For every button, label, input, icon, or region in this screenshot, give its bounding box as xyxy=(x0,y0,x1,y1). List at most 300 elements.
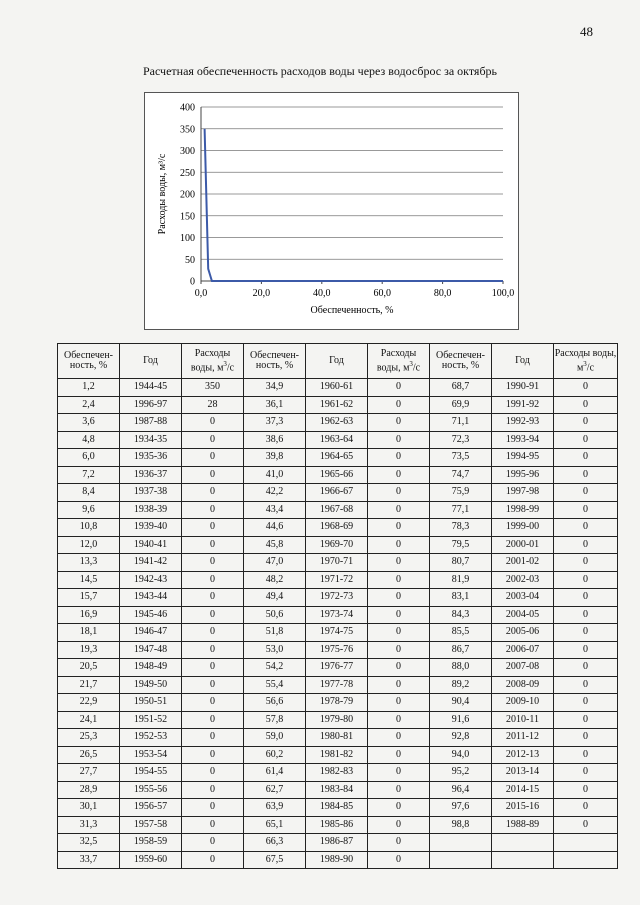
table-cell: 1983-84 xyxy=(306,781,368,799)
table-cell: 2012-13 xyxy=(492,746,554,764)
chart-frame xyxy=(144,92,519,330)
table-cell: 0 xyxy=(368,659,430,677)
table-cell: 42,2 xyxy=(244,484,306,502)
column-header: Расходы воды, $м^3/с$ xyxy=(182,344,244,379)
y-tick-label: 50 xyxy=(185,254,195,266)
table-row xyxy=(58,851,618,869)
table-cell: 1963-64 xyxy=(306,431,368,449)
table-cell: 1934-35 xyxy=(120,431,182,449)
table-row xyxy=(58,571,618,589)
flow-table xyxy=(57,343,618,869)
table-cell: 0 xyxy=(368,449,430,467)
table-cell: 0 xyxy=(368,606,430,624)
table-cell: 20,5 xyxy=(58,659,120,677)
table-cell: 1944-45 xyxy=(120,379,182,397)
table-cell: 0 xyxy=(554,536,618,554)
column-header: Обеспечен-ность, % xyxy=(430,344,492,379)
table-cell: 2000-01 xyxy=(492,536,554,554)
table-cell: 1953-54 xyxy=(120,746,182,764)
table-cell: 2014-15 xyxy=(492,781,554,799)
table-cell: 4,8 xyxy=(58,431,120,449)
table-row xyxy=(58,781,618,799)
table-cell: 1952-53 xyxy=(120,729,182,747)
table-cell: 0 xyxy=(368,501,430,519)
table-cell: 1998-99 xyxy=(492,501,554,519)
table-cell: 28,9 xyxy=(58,781,120,799)
table-cell: 26,5 xyxy=(58,746,120,764)
table-cell: 1976-77 xyxy=(306,659,368,677)
y-tick-label: 0 xyxy=(190,276,195,288)
table-cell: 1958-59 xyxy=(120,834,182,852)
table-row xyxy=(58,729,618,747)
x-tick-label: 100,0 xyxy=(491,288,515,299)
table-cell: 0 xyxy=(182,449,244,467)
table-cell: 1995-96 xyxy=(492,466,554,484)
x-axis-label: Обеспеченность, % xyxy=(310,305,394,316)
table-cell: 55,4 xyxy=(244,676,306,694)
table-cell: 2006-07 xyxy=(492,641,554,659)
table-cell: 80,7 xyxy=(430,554,492,572)
table-cell: 0 xyxy=(554,816,618,834)
table-header-row xyxy=(58,344,618,379)
table-cell: 1989-90 xyxy=(306,851,368,869)
table-cell: 0 xyxy=(554,571,618,589)
table-cell: 89,2 xyxy=(430,676,492,694)
table-row xyxy=(58,589,618,607)
table-cell: 2005-06 xyxy=(492,624,554,642)
table-cell: 21,7 xyxy=(58,676,120,694)
table-cell: 13,3 xyxy=(58,554,120,572)
table-cell: 0 xyxy=(554,641,618,659)
table-cell: 1992-93 xyxy=(492,414,554,432)
table-body xyxy=(58,379,618,869)
table-cell: 0 xyxy=(554,501,618,519)
table-cell: 0 xyxy=(554,746,618,764)
table-cell: 50,6 xyxy=(244,606,306,624)
table-cell: 0 xyxy=(368,624,430,642)
table-cell: 75,9 xyxy=(430,484,492,502)
table-cell: 0 xyxy=(554,466,618,484)
table-cell: 0 xyxy=(554,449,618,467)
table-cell: 0 xyxy=(554,799,618,817)
table-cell: 1941-42 xyxy=(120,554,182,572)
table-cell: 2009-10 xyxy=(492,694,554,712)
table-cell: 22,9 xyxy=(58,694,120,712)
table-cell: 0 xyxy=(554,379,618,397)
table-cell xyxy=(554,834,618,852)
table-row xyxy=(58,431,618,449)
table-cell: 0 xyxy=(182,466,244,484)
table-cell: 68,7 xyxy=(430,379,492,397)
table-cell: 0 xyxy=(554,414,618,432)
table-cell: 44,6 xyxy=(244,519,306,537)
table-cell: 1988-89 xyxy=(492,816,554,834)
table-cell: 1956-57 xyxy=(120,799,182,817)
table-cell: 0 xyxy=(182,554,244,572)
table-cell: 33,7 xyxy=(58,851,120,869)
table-cell: 1990-91 xyxy=(492,379,554,397)
column-header: Обеспечен-ность, % xyxy=(58,344,120,379)
column-header: Год xyxy=(306,344,368,379)
table-cell: 1,2 xyxy=(58,379,120,397)
table-cell: 38,6 xyxy=(244,431,306,449)
table-cell: 1946-47 xyxy=(120,624,182,642)
table-cell: 0 xyxy=(182,764,244,782)
table-cell: 0 xyxy=(182,501,244,519)
table-cell: 1970-71 xyxy=(306,554,368,572)
table-row xyxy=(58,694,618,712)
table-cell: 0 xyxy=(182,729,244,747)
table-cell: 0 xyxy=(368,466,430,484)
flow-duration-chart xyxy=(145,93,518,329)
y-tick-label: 400 xyxy=(180,102,195,114)
table-cell: 1982-83 xyxy=(306,764,368,782)
table-cell: 1971-72 xyxy=(306,571,368,589)
table-row xyxy=(58,536,618,554)
y-tick-label: 150 xyxy=(180,211,195,223)
table-cell: 1965-66 xyxy=(306,466,368,484)
table-cell: 66,3 xyxy=(244,834,306,852)
table-cell: 88,0 xyxy=(430,659,492,677)
table-cell: 0 xyxy=(368,746,430,764)
table-cell: 2010-11 xyxy=(492,711,554,729)
table-cell: 1937-38 xyxy=(120,484,182,502)
table-cell: 15,7 xyxy=(58,589,120,607)
table-cell: 72,3 xyxy=(430,431,492,449)
table-cell: 1977-78 xyxy=(306,676,368,694)
table-cell xyxy=(430,834,492,852)
table-cell: 34,9 xyxy=(244,379,306,397)
table-cell: 36,1 xyxy=(244,396,306,414)
table-cell: 0 xyxy=(182,746,244,764)
table-cell: 1985-86 xyxy=(306,816,368,834)
table-cell: 0 xyxy=(368,414,430,432)
table-cell: 84,3 xyxy=(430,606,492,624)
table-cell: 1993-94 xyxy=(492,431,554,449)
table-cell: 1948-49 xyxy=(120,659,182,677)
table-cell: 56,6 xyxy=(244,694,306,712)
table-cell: 73,5 xyxy=(430,449,492,467)
table-cell: 49,4 xyxy=(244,589,306,607)
table-cell: 2007-08 xyxy=(492,659,554,677)
table-cell: 0 xyxy=(554,781,618,799)
table-cell: 63,9 xyxy=(244,799,306,817)
table-cell: 0 xyxy=(182,676,244,694)
table-cell: 16,9 xyxy=(58,606,120,624)
table-cell: 0 xyxy=(182,431,244,449)
table-cell: 61,4 xyxy=(244,764,306,782)
table-cell: 1945-46 xyxy=(120,606,182,624)
table-cell: 0 xyxy=(368,589,430,607)
table-cell: 1949-50 xyxy=(120,676,182,694)
table-cell: 10,8 xyxy=(58,519,120,537)
table-cell: 0 xyxy=(182,519,244,537)
series-line xyxy=(205,129,503,281)
table-cell: 0 xyxy=(182,799,244,817)
table-cell: 1979-80 xyxy=(306,711,368,729)
table-cell: 2013-14 xyxy=(492,764,554,782)
table-cell: 0 xyxy=(182,711,244,729)
table-cell: 1939-40 xyxy=(120,519,182,537)
table-cell: 2008-09 xyxy=(492,676,554,694)
table-row xyxy=(58,519,618,537)
table-cell: 43,4 xyxy=(244,501,306,519)
table-cell: 0 xyxy=(554,694,618,712)
table-cell: 1936-37 xyxy=(120,466,182,484)
table-cell: 0 xyxy=(182,589,244,607)
y-tick-label: 250 xyxy=(180,167,195,179)
table-cell: 47,0 xyxy=(244,554,306,572)
column-header: Расходы воды, $м^3/с$ xyxy=(554,344,618,379)
table-cell: 0 xyxy=(182,484,244,502)
table-cell: 1973-74 xyxy=(306,606,368,624)
table-cell xyxy=(492,834,554,852)
table-cell: 25,3 xyxy=(58,729,120,747)
table-cell: 0 xyxy=(368,554,430,572)
table-cell: 1969-70 xyxy=(306,536,368,554)
table-cell: 37,3 xyxy=(244,414,306,432)
table-cell: 41,0 xyxy=(244,466,306,484)
table-cell: 57,8 xyxy=(244,711,306,729)
table-cell: 81,9 xyxy=(430,571,492,589)
table-cell: 78,3 xyxy=(430,519,492,537)
table-cell: 91,6 xyxy=(430,711,492,729)
table-cell: 2011-12 xyxy=(492,729,554,747)
y-tick-label: 100 xyxy=(180,233,195,244)
x-tick-label: 20,0 xyxy=(252,288,271,299)
table-cell: 2004-05 xyxy=(492,606,554,624)
table-row xyxy=(58,676,618,694)
column-header: Обеспечен-ность, % xyxy=(244,344,306,379)
table-cell: 0 xyxy=(368,816,430,834)
table-cell: 27,7 xyxy=(58,764,120,782)
table-cell: 1964-65 xyxy=(306,449,368,467)
table-cell: 67,5 xyxy=(244,851,306,869)
table-cell xyxy=(554,851,618,869)
table-cell: 62,7 xyxy=(244,781,306,799)
table-cell: 1994-95 xyxy=(492,449,554,467)
table-cell: 0 xyxy=(554,431,618,449)
table-cell: 96,4 xyxy=(430,781,492,799)
table-cell: 6,0 xyxy=(58,449,120,467)
table-row xyxy=(58,379,618,397)
table-cell: 24,1 xyxy=(58,711,120,729)
table-cell: 1954-55 xyxy=(120,764,182,782)
table-cell: 0 xyxy=(182,694,244,712)
table-row xyxy=(58,799,618,817)
table-cell: 1959-60 xyxy=(120,851,182,869)
table-cell: 1999-00 xyxy=(492,519,554,537)
table-cell: 0 xyxy=(368,641,430,659)
table-cell: 0 xyxy=(554,764,618,782)
table-row xyxy=(58,624,618,642)
table-row xyxy=(58,484,618,502)
table-cell xyxy=(492,851,554,869)
table-cell: 1950-51 xyxy=(120,694,182,712)
table-cell: 0 xyxy=(554,729,618,747)
table-cell: 83,1 xyxy=(430,589,492,607)
table-row xyxy=(58,816,618,834)
table-cell: 30,1 xyxy=(58,799,120,817)
table-cell: 31,3 xyxy=(58,816,120,834)
table-cell: 0 xyxy=(368,431,430,449)
table-cell: 3,6 xyxy=(58,414,120,432)
table-cell: 0 xyxy=(554,519,618,537)
table-cell: 0 xyxy=(182,816,244,834)
table-cell: 1957-58 xyxy=(120,816,182,834)
table-cell: 0 xyxy=(368,536,430,554)
table-cell: 0 xyxy=(368,379,430,397)
table-cell: 0 xyxy=(182,641,244,659)
table-cell: 1942-43 xyxy=(120,571,182,589)
table-cell: 95,2 xyxy=(430,764,492,782)
table-cell: 1968-69 xyxy=(306,519,368,537)
x-tick-label: 0,0 xyxy=(194,288,208,299)
table-cell: 0 xyxy=(182,414,244,432)
table-cell: 39,8 xyxy=(244,449,306,467)
table-cell: 98,8 xyxy=(430,816,492,834)
column-header: Расходы воды, $м^3/с$ xyxy=(368,344,430,379)
table-cell: 0 xyxy=(368,729,430,747)
table-cell: 45,8 xyxy=(244,536,306,554)
table-cell: 0 xyxy=(182,571,244,589)
table-cell: 2003-04 xyxy=(492,589,554,607)
table-cell: 51,8 xyxy=(244,624,306,642)
table-cell: 1975-76 xyxy=(306,641,368,659)
table-cell: 1951-52 xyxy=(120,711,182,729)
table-row xyxy=(58,414,618,432)
table-cell: 1962-63 xyxy=(306,414,368,432)
table-cell: 54,2 xyxy=(244,659,306,677)
table-cell: 90,4 xyxy=(430,694,492,712)
table-cell: 32,5 xyxy=(58,834,120,852)
table-cell: 1987-88 xyxy=(120,414,182,432)
table-cell: 1966-67 xyxy=(306,484,368,502)
column-header: Год xyxy=(492,344,554,379)
table-cell: 69,9 xyxy=(430,396,492,414)
x-tick-label: 80,0 xyxy=(433,288,452,299)
table-cell: 97,6 xyxy=(430,799,492,817)
table-cell: 0 xyxy=(554,484,618,502)
table-cell: 1960-61 xyxy=(306,379,368,397)
table-cell: 0 xyxy=(368,694,430,712)
table-cell: 0 xyxy=(182,624,244,642)
table-cell: 9,6 xyxy=(58,501,120,519)
table-cell: 1938-39 xyxy=(120,501,182,519)
table-cell: 92,8 xyxy=(430,729,492,747)
table-cell: 0 xyxy=(368,799,430,817)
table-row xyxy=(58,834,618,852)
table-cell: 350 xyxy=(182,379,244,397)
table-row xyxy=(58,449,618,467)
y-axis-label: Расходы воды, м³/с xyxy=(157,153,168,235)
x-tick-label: 60,0 xyxy=(373,288,391,299)
table-cell: 2001-02 xyxy=(492,554,554,572)
table-cell: 0 xyxy=(368,711,430,729)
table-cell: 0 xyxy=(554,624,618,642)
table-row xyxy=(58,466,618,484)
table-cell: 53,0 xyxy=(244,641,306,659)
table-cell: 0 xyxy=(182,851,244,869)
table-cell: 0 xyxy=(554,711,618,729)
y-tick-label: 300 xyxy=(180,146,195,157)
table-cell: 0 xyxy=(368,676,430,694)
table-cell: 0 xyxy=(182,834,244,852)
table-cell: 48,2 xyxy=(244,571,306,589)
table-row xyxy=(58,396,618,414)
table-cell: 18,1 xyxy=(58,624,120,642)
table-cell: 1961-62 xyxy=(306,396,368,414)
table-cell: 1974-75 xyxy=(306,624,368,642)
table-cell: 7,2 xyxy=(58,466,120,484)
table-cell: 1940-41 xyxy=(120,536,182,554)
table-cell: 1947-48 xyxy=(120,641,182,659)
y-tick-label: 200 xyxy=(180,189,195,201)
table-row xyxy=(58,554,618,572)
table-cell: 2015-16 xyxy=(492,799,554,817)
table-cell: 0 xyxy=(368,484,430,502)
y-tick-label: 350 xyxy=(180,124,195,136)
table-cell: 2002-03 xyxy=(492,571,554,589)
table-cell: 1955-56 xyxy=(120,781,182,799)
table-row xyxy=(58,641,618,659)
table-cell: 19,3 xyxy=(58,641,120,659)
table-cell: 1972-73 xyxy=(306,589,368,607)
table-cell: 1978-79 xyxy=(306,694,368,712)
table-cell: 77,1 xyxy=(430,501,492,519)
table-cell: 1986-87 xyxy=(306,834,368,852)
table-row xyxy=(58,659,618,677)
table-cell: 74,7 xyxy=(430,466,492,484)
table-cell: 8,4 xyxy=(58,484,120,502)
table-cell: 85,5 xyxy=(430,624,492,642)
column-header: Год xyxy=(120,344,182,379)
table-cell: 0 xyxy=(554,589,618,607)
table-cell: 12,0 xyxy=(58,536,120,554)
table-cell: 1935-36 xyxy=(120,449,182,467)
table-cell: 94,0 xyxy=(430,746,492,764)
table-cell: 1980-81 xyxy=(306,729,368,747)
table-cell: 60,2 xyxy=(244,746,306,764)
table-row xyxy=(58,746,618,764)
table-cell: 0 xyxy=(368,396,430,414)
table-cell: 79,5 xyxy=(430,536,492,554)
table-cell: 0 xyxy=(368,519,430,537)
table-cell: 71,1 xyxy=(430,414,492,432)
table-cell: 0 xyxy=(554,606,618,624)
table-cell xyxy=(430,851,492,869)
table-cell: 1997-98 xyxy=(492,484,554,502)
table-row xyxy=(58,501,618,519)
table-cell: 28 xyxy=(182,396,244,414)
table-cell: 86,7 xyxy=(430,641,492,659)
table-cell: 0 xyxy=(368,781,430,799)
chart-title: Расчетная обеспеченность расходов воды через водосброс за октябрь xyxy=(142,64,498,78)
table-row xyxy=(58,764,618,782)
table-cell: 0 xyxy=(554,396,618,414)
table-cell: 0 xyxy=(182,659,244,677)
table-cell: 1967-68 xyxy=(306,501,368,519)
table-cell: 2,4 xyxy=(58,396,120,414)
table-cell: 0 xyxy=(182,606,244,624)
table-cell: 14,5 xyxy=(58,571,120,589)
x-tick-label: 40,0 xyxy=(313,288,331,299)
table-cell: 0 xyxy=(368,851,430,869)
table-cell: 0 xyxy=(368,764,430,782)
table-cell: 0 xyxy=(368,571,430,589)
table-cell: 1981-82 xyxy=(306,746,368,764)
page-number: 48 xyxy=(580,24,593,39)
